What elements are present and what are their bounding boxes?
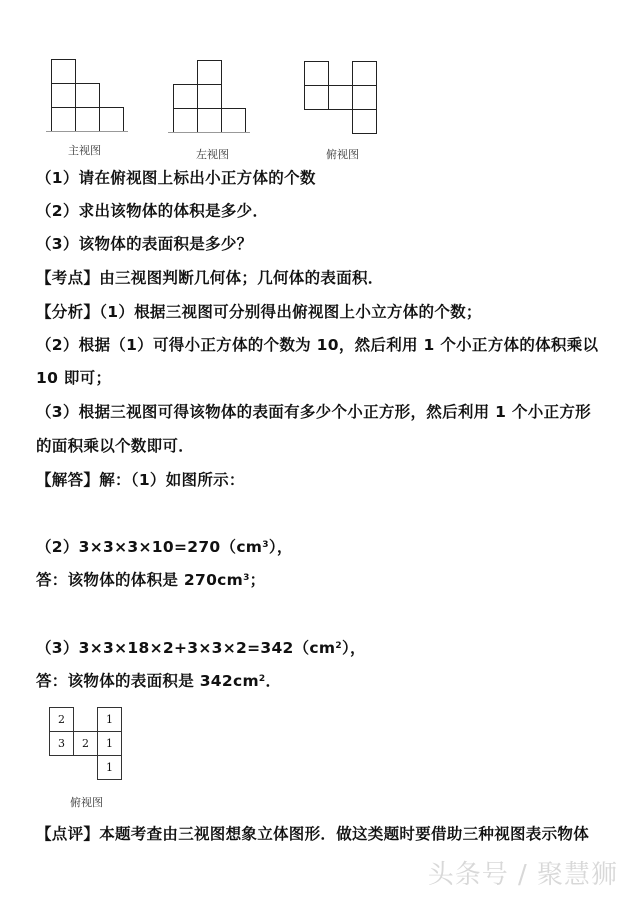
answer-3-expr-sup: 2 (335, 641, 342, 651)
left-view-cell (173, 84, 198, 109)
answer-2-expression (36, 535, 293, 557)
left-view-cell (173, 108, 198, 133)
answer-2-result-text: 答：该物体的体积是 270cm (36, 571, 244, 589)
top-view-count-cell: 3 (49, 731, 74, 756)
question-3: （3）该物体的表面积是多少？ (36, 235, 253, 253)
answer-3-expr-text: （3）3×3×18×2+3×3×2=342（cm (36, 639, 336, 657)
left-view-cell (197, 108, 222, 133)
labeled-top-view-caption: 俯视图 (70, 796, 103, 809)
front-view-cell (75, 83, 100, 108)
answer-3-result-sup: 2 (258, 674, 266, 684)
question-1: （1）请在俯视图上标出小正方体的个数 (36, 169, 316, 187)
front-view-cell (51, 59, 76, 84)
answer-3-expression (36, 636, 366, 658)
top-view-count-cell: 2 (73, 731, 98, 756)
left-view-caption: 左视图 (196, 148, 229, 161)
top-view-count-cell: 1 (97, 731, 122, 756)
analysis-2-line-a: （2）根据（1）可得小正方体的个数为 10，然后利用 1 个小正方体的体积乘以 (36, 336, 599, 354)
top-view-cell (304, 61, 329, 86)
left-view-cell (197, 84, 222, 109)
answer-2-expr-text: （2）3×3×3×10=270（cm (36, 538, 263, 556)
answer-3-result-tail: ． (265, 672, 282, 690)
analysis-3-line-b: 的面积乘以个数即可． (36, 437, 195, 455)
top-view-count-cell: 1 (97, 755, 122, 780)
answer-2-result-sup: 3 (243, 573, 250, 583)
answer-3-result (36, 669, 281, 691)
dianping-line: 【点评】本题考查由三视图想象立体图形．做这类题时要借助三种视图表示物体 (36, 825, 590, 843)
top-view-cell (352, 85, 377, 110)
top-view-cell (328, 85, 353, 110)
answer-2-expr-tail: ）， (268, 538, 293, 556)
front-view-cell (99, 107, 124, 132)
front-view-cell (51, 107, 76, 132)
front-view-caption: 主视图 (68, 144, 101, 157)
top-view-cell (352, 109, 377, 134)
left-view-cell (197, 60, 222, 85)
kaodian-line: 【考点】由三视图判断几何体；几何体的表面积． (36, 269, 384, 287)
top-view-caption: 俯视图 (326, 148, 359, 161)
question-2: （2）求出该物体的体积是多少． (36, 202, 269, 220)
analysis-2-line-b: 10 即可； (36, 369, 112, 387)
front-view-baseline (46, 131, 128, 132)
answer-3-expr-tail: ）， (341, 639, 366, 657)
jieda-line: 【解答】解：（1）如图所示： (36, 471, 245, 489)
answer-3-result-text: 答：该物体的表面积是 342cm (36, 672, 259, 690)
left-view-cell (221, 108, 246, 133)
answer-2-result (36, 568, 265, 590)
front-view-cell (51, 83, 76, 108)
answer-2-expr-sup: 3 (262, 540, 269, 550)
top-view-count-cell: 1 (97, 707, 122, 732)
front-view-cell (75, 107, 100, 132)
top-view-count-cell: 2 (49, 707, 74, 732)
top-view-cell (352, 61, 377, 86)
top-view-cell (304, 85, 329, 110)
answer-2-result-tail: ； (249, 571, 266, 589)
left-view-baseline (168, 132, 250, 133)
watermark: 头条号 / 聚慧狮 (427, 860, 618, 890)
analysis-3-line-a: （3）根据三视图可得该物体的表面有多少个小正方形，然后利用 1 个小正方形 (36, 403, 591, 421)
fenxi-line: 【分析】（1）根据三视图可分别得出俯视图上小立方体的个数； (36, 303, 482, 321)
